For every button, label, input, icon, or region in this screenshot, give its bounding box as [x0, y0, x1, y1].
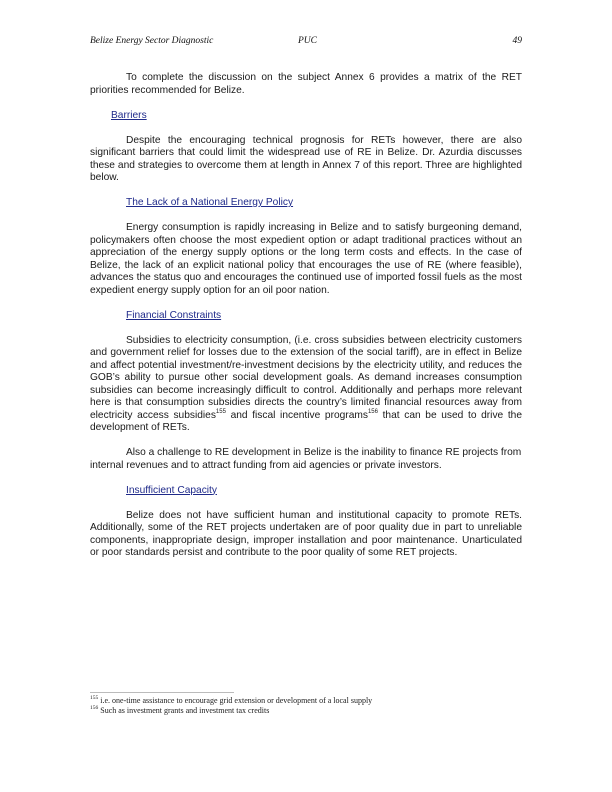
page-number: 49: [512, 36, 522, 46]
heading-national-energy-policy[interactable]: The Lack of a National Energy Policy: [126, 197, 294, 208]
challenge-paragraph: Also a challenge to RE development in Belize is the inability to finance RE projects from internal revenues and to attract funding from aid agencies or private investors.: [90, 447, 522, 471]
page-header: [90, 36, 522, 50]
footnote-155: [90, 696, 522, 706]
heading-insufficient-capacity[interactable]: Insufficient Capacity: [126, 484, 217, 496]
heading-financial-constraints[interactable]: Financial Constraints: [126, 309, 222, 321]
footnote-156: [90, 706, 522, 716]
footnote-separator: [90, 692, 234, 693]
page-body: [90, 72, 522, 560]
capacity-paragraph: Belize does not have sufficient human and institutional capacity to promote RETs. Additionally, some of the RET projects undertaken are of poor quality due in part to unreliable components, inappropriate design, improper installation and poor maintenance. Unarticulated or poor standards persist and contribute to the poor quality of some RET projects.: [90, 509, 522, 558]
financial-text-1: Subsidies to electricity consumption, (i.e. cross subsidies between electricity customers and government relief for losses due to the extension of the social tariff), are in effect in Belize and affect potential investment/re-investment decisions by the electricity utility, and reduces the GOB’s ability to pursue other social development goals. As demand increases consumption subsidies can become increasingly difficult to control. Additionally and perhaps more relevant here is that consumption subsidies directs the country’s limited financial resources away from electricity access subsidies: [90, 334, 522, 421]
footnote-number: 156: [90, 705, 99, 711]
footnote-text: i.e. one-time assistance to encourage grid extension or development of a local supply: [100, 696, 373, 705]
footnote-ref-156[interactable]: 156: [367, 408, 378, 415]
financial-paragraph: [90, 335, 522, 435]
financial-text-3: that can be used to drive the development of RETs.: [90, 409, 522, 433]
policy-paragraph: Energy consumption is rapidly increasing in Belize and to satisfy burgeoning demand, policymakers often choose the most expedient option or adapt traditional practices without an appreciation of the energy supply options or the long term costs and effects. In the case of Belize, the lack of an explicit national policy that encourages the use of RE (where feasible), advances the status quo and encourages the continued use of imported fossil fuels as the most expedient energy supply option for an oil poor nation.: [90, 222, 522, 296]
footnote-number: 155: [90, 695, 99, 701]
intro-paragraph: To complete the discussion on the subject Annex 6 provides a matrix of the RET priorities recommended for Belize.: [90, 72, 522, 96]
footnote-ref-155[interactable]: 155: [215, 408, 226, 415]
heading-barriers[interactable]: Barriers: [111, 109, 147, 121]
financial-text-2: and fiscal incentive programs: [225, 409, 368, 421]
footnote-text: Such as investment grants and investment tax credits: [100, 706, 270, 715]
barriers-paragraph: Despite the encouraging technical prognosis for RETs however, there are also significant barriers that could limit the widespread use of RE in Belize. Dr. Azurdia discusses these and strategies to overcome them at length in Annex 7 of this report. Three are highlighted below.: [90, 134, 522, 183]
footnotes: [90, 692, 522, 716]
document-title: Belize Energy Sector Diagnostic: [90, 36, 214, 46]
header-organization: PUC: [298, 36, 317, 46]
